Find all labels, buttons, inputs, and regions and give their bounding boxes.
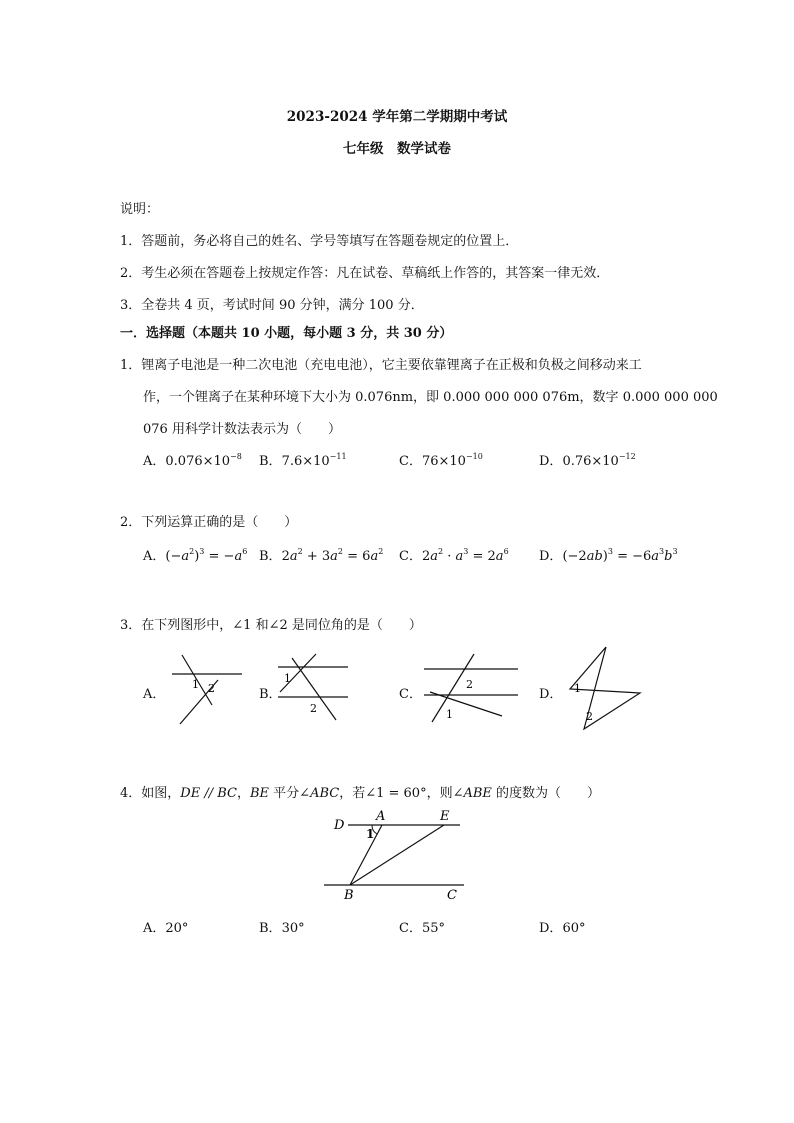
point-label-b: B [344, 888, 354, 903]
option-text: 20° [165, 921, 189, 936]
option-letter: C． [399, 687, 422, 702]
option-letter: C． [399, 549, 422, 564]
question-3-figure-a [160, 650, 250, 730]
option-letter: D． [539, 549, 563, 564]
question-4-option-c[interactable] [399, 917, 445, 936]
point-label-e: E [440, 809, 450, 824]
option-letter: B． [259, 921, 282, 936]
question-3-figure-b [276, 652, 351, 722]
option-letter: D． [539, 687, 563, 702]
question-2-option-b[interactable]: B．$2a^2 + 3a^2 = 6a^2$ [259, 547, 384, 564]
question-3-option-c[interactable] [399, 683, 422, 702]
option-letter: C． [399, 454, 422, 469]
exam-title: 2023-2024 学年第二学期期中考试 [286, 109, 508, 125]
question-4-option-a[interactable] [143, 917, 188, 936]
angle-label-1: 1 [366, 827, 375, 841]
question-1-text: 作，一个锂离子在某种环境下大小为 0.076nm，即 0.000 000 000 076m，数字 0.000 000 000 [143, 390, 718, 405]
option-base: 7.6×10 [281, 454, 330, 469]
option-exponent: −11 [329, 452, 347, 461]
option-letter: A． [143, 921, 166, 936]
question-1-option-d[interactable] [539, 450, 636, 469]
question-2-option-c[interactable]: C．$2a^2 \cdot a^3 = 2a^6$ [399, 547, 509, 564]
option-letter: A． [143, 454, 166, 469]
question-3-figure-c [420, 652, 522, 724]
option-base: 0.076×10 [165, 454, 231, 469]
instructions-heading: 说明： [120, 202, 160, 217]
question-4-text: 4．如图，DE // BC，BE 平分∠ABC，若∠1 = 60°，则∠ABE 的度数为（ ） [120, 786, 601, 801]
instruction-item: 1．答题前，务必将自己的姓名、学号等填写在答题卷规定的位置上． [120, 234, 519, 249]
question-3-text: 3．在下列图形中，∠1 和∠2 是同位角的是（ ） [120, 618, 422, 633]
question-1-option-b[interactable] [259, 450, 347, 469]
question-1-option-c[interactable] [399, 450, 483, 469]
angle-label-2: 2 [310, 702, 317, 715]
question-2-option-d[interactable]: D．$(-2ab)^3 = -6a^3b^3$ [539, 547, 678, 564]
option-exponent: −12 [618, 452, 636, 461]
option-letter: D． [539, 921, 563, 936]
point-label-d: D [334, 818, 345, 833]
question-1-text: 1．锂离子电池是一种二次电池（充电电池），它主要依靠锂离子在正极和负极之间移动来工 [120, 358, 642, 373]
question-4-option-d[interactable] [539, 917, 585, 936]
question-1-option-a[interactable] [143, 450, 242, 469]
option-letter: A． [143, 687, 166, 702]
option-base: 76×10 [421, 454, 466, 469]
question-4-figure [320, 805, 470, 905]
section-heading: 一．选择题（本题共 10 小题，每小题 3 分，共 30 分） [120, 326, 453, 341]
question-2-option-a[interactable]: A．$(-a^2)^3 = -a^6$ [143, 547, 248, 564]
question-1-text: 076 用科学计数法表示为（ ） [143, 422, 341, 437]
angle-label-2: 2 [586, 710, 593, 723]
angle-label-2: 2 [466, 678, 473, 691]
option-letter: D． [539, 454, 563, 469]
option-letter: C． [399, 921, 422, 936]
exam-subtitle: 七年级 数学试卷 [343, 141, 451, 157]
point-label-c: C [447, 888, 457, 903]
option-exponent: −8 [230, 452, 242, 461]
angle-label-2: 2 [208, 682, 215, 695]
option-letter: B． [259, 549, 282, 564]
point-label-a: A [376, 809, 386, 824]
option-base: 0.76×10 [562, 454, 619, 469]
option-text: 55° [421, 921, 445, 936]
option-letter: B． [259, 687, 282, 702]
angle-label-1: 1 [284, 672, 291, 685]
instruction-item: 3．全卷共 4 页，考试时间 90 分钟，满分 100 分． [120, 298, 424, 313]
question-3-option-d[interactable] [539, 683, 562, 702]
angle-label-1: 1 [446, 708, 453, 721]
question-2-text: 2．下列运算正确的是（ ） [120, 515, 298, 530]
option-text: 30° [281, 921, 305, 936]
angle-label-1: 1 [574, 682, 581, 695]
instruction-item: 2．考生必须在答题卷上按规定作答：凡在试卷、草稿纸上作答的，其答案一律无效． [120, 266, 610, 281]
question-3-figure-d [560, 645, 645, 733]
option-text: 60° [562, 921, 586, 936]
question-4-option-b[interactable] [259, 917, 305, 936]
option-letter: A． [143, 549, 166, 564]
angle-label-1: 1 [192, 678, 199, 691]
option-letter: B． [259, 454, 282, 469]
option-exponent: −10 [465, 452, 483, 461]
